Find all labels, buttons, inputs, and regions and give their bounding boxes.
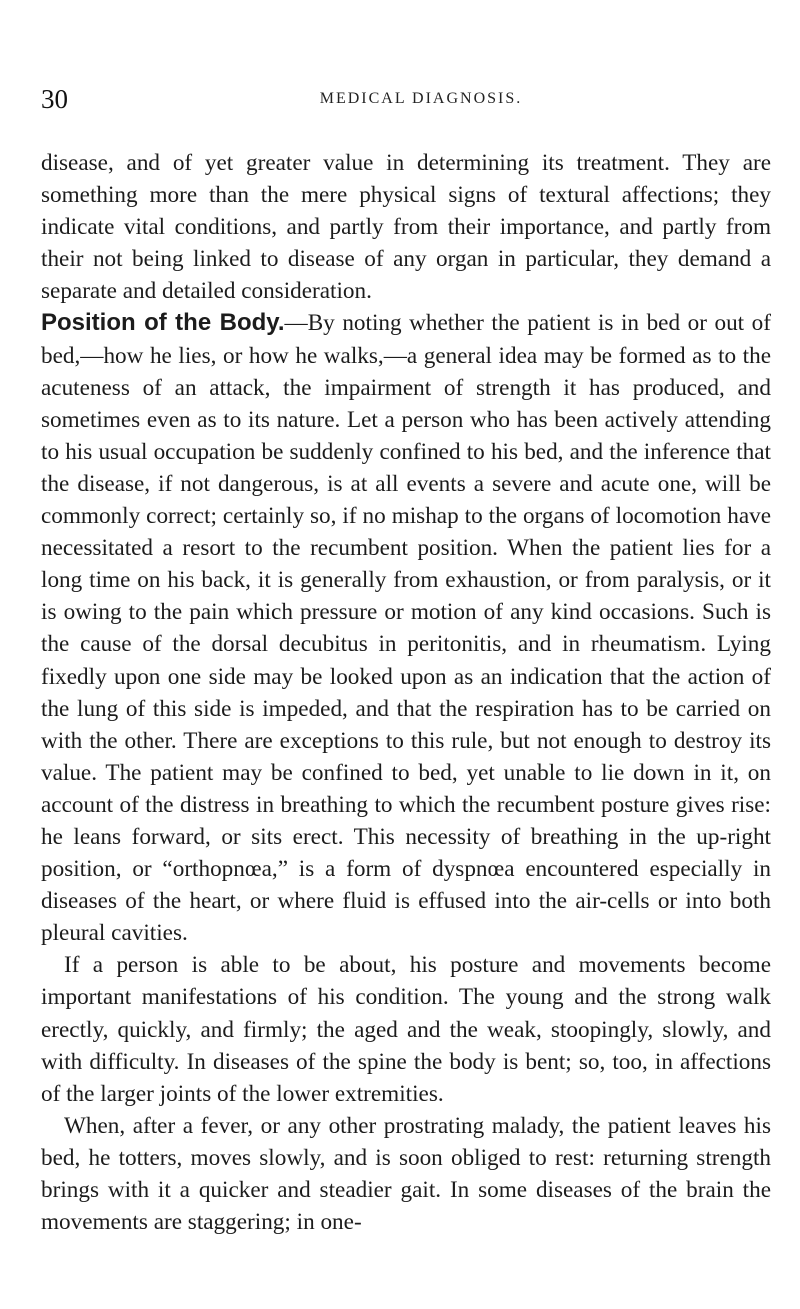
- running-title: MEDICAL DIAGNOSIS.: [319, 90, 523, 107]
- paragraph-position-of-body: [41, 307, 771, 949]
- paragraph-continued: disease, and of yet greater value in determining its treatment. They are something more than the mere physical signs of textural affections; they indicate vital conditions, and partly from their importance, and partly from their not being linked to disease of any organ in particular, they demand a separate and detailed consideration.: [41, 150, 771, 305]
- running-head: [41, 84, 771, 124]
- page-number: 30: [41, 84, 68, 114]
- body-text: [41, 147, 771, 1238]
- paragraph-after-fever: When, after a fever, or any other prostrating malady, the patient leaves his bed, he totters, moves slowly, and is soon obliged to rest: returning strength brings with it a quicker and steadier gait. In some diseases of the brain the movements are staggering; in one-: [41, 1112, 771, 1236]
- paragraph-posture-movements: If a person is able to be about, his posture and movements become important manifestations of his condition. The young and the strong walk erectly, quickly, and firmly; the aged and the weak, stoopingly, slowly, and with difficulty. In diseases of the spine the body is bent; so, too, in affections of the larger joints of the lower extremities.: [41, 952, 771, 1107]
- section-heading-position-of-body: Position of the Body.: [41, 309, 285, 337]
- paragraph-position-of-body-text: —By noting whether the patient is in bed or out of bed,—how he lies, or how he walks,—a general idea may be formed as to the acuteness of an attack, the impairment of strength it has produced, and sometimes even as to its nature. Let a person who has been actively attending to his usual occupation be suddenly confined to his bed, and the inference that the disease, if not dangerous, is at all events a severe and acute one, will be commonly correct; certainly so, if no mishap to the organs of locomotion have necessitated a resort to the recumbent position. When the patient lies for a long time on his back, it is generally from exhaustion, or from paralysis, or it is owing to the pain which pressure or motion of any kind occasions. Such is the cause of the dorsal decubitus in peritonitis, and in rheumatism. Lying fixedly upon one side may be looked upon as an indication that the action of the lung of this side is impeded, and that the respiration has to be carried on with the other. There are exceptions to this rule, but not enough to destroy its value. The patient may be confined to bed, yet unable to lie down in it, on account of the distress in breathing to which the recumbent posture gives rise: he leans forward, or sits erect. This necessity of breathing in the up-right position, or “orthopnœa,” is a form of dyspnœa encountered especially in diseases of the heart, or where fluid is effused into the air-cells or into both pleural cavities.: [41, 310, 771, 947]
